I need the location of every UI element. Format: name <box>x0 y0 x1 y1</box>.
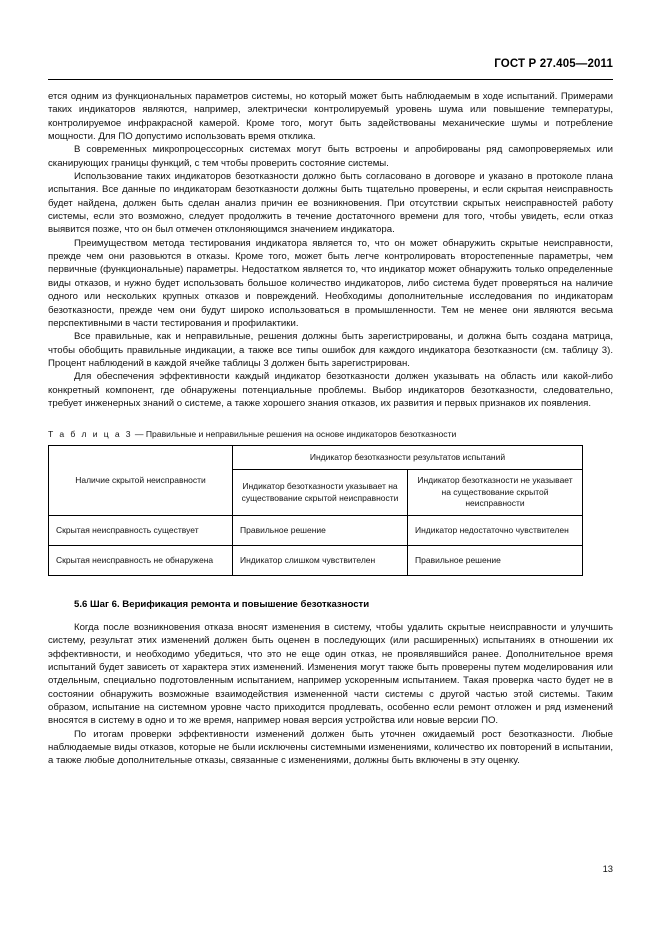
table-header-stub: Наличие скрытой неисправности <box>49 446 233 516</box>
standard-header: ГОСТ Р 27.405—2011 <box>494 58 613 70</box>
paragraph-indicator-usage: Использование таких индикаторов безотказности должно быть согласовано в договоре и указано в протоколе плана испытания. Все данные по индикаторам безотказности должны быть тщательно проверены, и если скрытая неисправность будет найдена, должен быть сделан анализ причин ее возникновения. При отсутствии скрытых неисправностей работу системы, если это возможно, следует продолжить в течение достаточного времени для того, чтобы увидеть, если отказ выявится позже, что он был отмечен отклоняющимся значением индикатора. <box>48 171 613 236</box>
page-number: 13 <box>602 863 613 874</box>
table-caption-label: Т а б л и ц а 3 <box>48 429 133 440</box>
table-header-indicator-positive: Индикатор безотказности указывает на существование скрытой неисправности <box>233 470 408 516</box>
paragraph-microprocessor-systems: В современных микропроцессорных системах могут быть встроены и апробированы ряд самопроверяемых или сканирующих границы функций, с тем чтобы проверить состояние системы. <box>48 144 613 169</box>
table-header-indicator-negative: Индикатор безотказности не указывает на существование скрытой неисправности <box>408 470 583 516</box>
table-caption-dash: — <box>132 429 146 440</box>
table-cell-indicator-positive: Индикатор слишком чувствителен <box>233 546 408 576</box>
table-cell-indicator-positive: Правильное решение <box>233 516 408 546</box>
table-caption <box>48 428 613 440</box>
page-content <box>48 90 613 768</box>
table-cell-indicator-negative: Индикатор недостаточно чувствителен <box>408 516 583 546</box>
table-cell-condition: Скрытая неисправность не обнаружена <box>49 546 233 576</box>
paragraph-change-verification: Когда после возникновения отказа вносят изменения в систему, чтобы удалить скрытые неисправности и улучшить систему, результат этих изменений должен быть оценен в последующих (или расширенных) испытаниях в отношении их эффективности, и необходимо убедиться, что это не еще один отказ, не проявлявшийся ранее. Дополнительное время испытаний будет зависеть от характера этих изменений. Изменения могут также быть проверены путем моделирования или отдельным, специально подготовленным испытанием, например ускоренным испытанием. Такая проверка часто будет не в состоянии обнаружить возможные взаимодействия измененной части системы с другой частью этой системы. Таким образом, испытание на системном уровне часто приходится продлевать, особенно если ремонт отложен и ряд изменений вносятся в систему в одно и то же время, например новая версия устройства или новые версии ПО. <box>48 622 613 727</box>
paragraph-method-advantages: Преимуществом метода тестирования индикатора является то, что он может обнаружить скрытые неисправности, прежде чем они разовьются в отказы. Кроме того, может быть легче контролировать второстепенные параметры, чем первичные (функциональные) параметры. Недостатком является то, что индикатор может обнаружить только определенные виды отказов, и нужно будет использовать большое количество индикаторов, либо система будет проверяться на наличие одного или нескольких крупных отказов и повреждений. Необходимы дополнительные исследования по индикаторам безотказности, прежде чем они будут широко использоваться в промышленности. Тем не менее они являются весьма перспективными в части тестирования и профилактики. <box>48 237 613 329</box>
paragraph-decision-matrix: Все правильные, как и неправильные, решения должны быть зарегистрированы, и должна быть создана матрица, чтобы обобщить правильные индикации, а также все типы ошибок для каждого индикатора безотказности (см. таблицу 3). Процент наблюдений в каждой ячейке таблицы 3 должен быть зарегистрирован. <box>48 331 613 369</box>
table-row <box>49 516 583 546</box>
table-caption-text: Правильные и неправильные решения на основе индикаторов безотказности <box>145 429 457 440</box>
paragraph-reliability-growth: По итогам проверки эффективности изменений должен быть уточнен ожидаемый рост безотказности. Любые наблюдаемые виды отказов, которые не были исключены системными изменениями, количество их повторений в испытании, а также любые дополнительные отказы, связанные с изменениями, должны быть включены в эту оценку. <box>48 728 613 767</box>
header-divider <box>48 79 613 80</box>
table-cell-condition: Скрытая неисправность существует <box>49 516 233 546</box>
table-row <box>49 546 583 576</box>
paragraph-continuation: ется одним из функциональных параметров системы, но который может быть наблюдаемым в ходе испытаний. Примерами таких индикаторов являются, например, электрически контролируемый уровень шума или повышение температуры, контролируемое инфракрасной камерой. Кроме того, могут быть задействованы механические шумы и потребление мощности. Для ПО допустимо использовать время отклика. <box>48 91 613 143</box>
section-heading-5-6: 5.6 Шаг 6. Верификация ремонта и повышение безотказности <box>74 599 370 611</box>
paragraph-effectiveness: Для обеспечения эффективности каждый индикатор безотказности должен указывать на область или какой-либо конкретный компонент, где обнаружены потенциальные проблемы. Выбор индикаторов безотказности, следовательно, требует инженерных знаний о системе, а также хорошего знания отказов, их развития и первых признаков их появления. <box>48 371 613 409</box>
table-header-group: Индикатор безотказности результатов испытаний <box>233 446 583 470</box>
table-header-row-top <box>49 446 583 470</box>
table-cell-indicator-negative: Правильное решение <box>408 546 583 576</box>
decision-matrix-table <box>48 445 583 576</box>
